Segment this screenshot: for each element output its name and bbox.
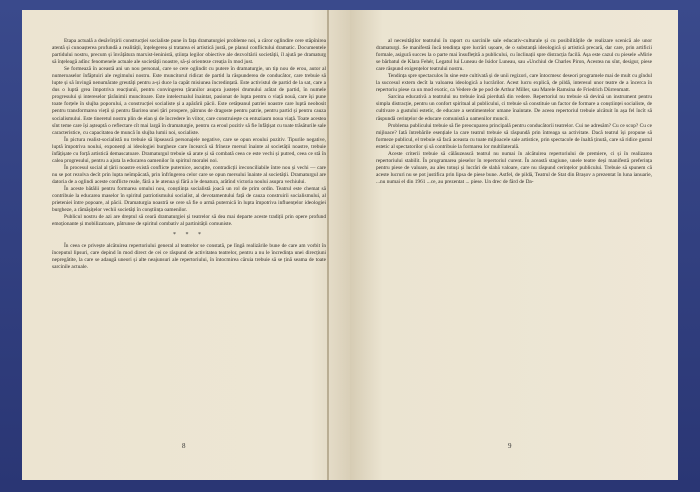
paragraph: Etapa actuală a desăvîrșirii construcției socialiste pune în fața dramaturgiei probleme noi, a căror oglindire cere stăpînirea atentă și cunoașterea profundă a realității, înțelegerea și tratarea ei artistică justă, pe planul conflictului dramatic. Documentele partidului nostru, precum și învățătura marxist-leninistă, știința legilor obiective ale dezvoltării societății, îl ajută pe dramaturg să înțeleagă adînc fenomenele actuale ale societății noastre, să-și orienteze creația în mod just.: [52, 38, 326, 66]
page-number: 9: [508, 442, 512, 450]
page-number: 8: [182, 442, 186, 450]
right-page: [350, 10, 678, 480]
paragraph: Aceste criterii trebuie să călăuzească teatrul nu numai în alcătuirea repertoriului de premiere, ci și în realizarea repertoriului stabilit. În programarea pieselor în repertoriul curent. În această stagiune, unele teatre deși manifestă preferința pentru piese de valoare, au ales totuși și lucrări de slabă valoare, care nu răspund cerințelor publicului. Trebuie să spunem că aceste lucruri nu se pot justifica prin lipsa de piese bune. Astfel, de pildă, Teatrul de Stat din Brașov a prezentat în luna ianuarie, ...nu numai el din 1961 ...ce, au prezentat ... piese. Un drec de fărd de Da-: [376, 150, 652, 185]
book-gutter: [327, 10, 329, 480]
left-page-text: [52, 38, 326, 272]
section-separator: * * *: [173, 232, 205, 239]
paragraph: Se formează în această ani un nou personal, care se cere oglindit cu putere în dramaturgie, un tip nou de erou, autor al numeroaselor înfăptuiri ale regimului nostru. Este muncitorul ridicat de partid la răspunderea de conducător, care trebuie să lupte și să învingă nenumărate greutăți pentru a-și duce la capăt misiunea încredințată. Este activistul de partid de la sat, care a dus o luptă grea împotriva reacțiunii, pentru convingerea țăranilor asupra justeței drumului arătat de partid, în numele progresului și intereselor țărănimii muncitoare. Este intelectualul înaintat, pasionat de lupta pentru o viață nouă, care își pune toate forțele în slujba poporului, a construcției socialiste și a apărării păcii. Este cetățeanul patriei noastre care luptă neobosit pentru transformarea vieții și pentru făurirea unei țări prospere, pătruns de dragoste pentru patrie, pentru partid și pentru cauza socialismului. Este tineretul nostru plin de elan și de încredere în viitor, care construiește cu entuziasm noua viață. Toate acestea sînt teme care își așteaptă o reflectare cît mai largă în dramaturgie, pentru ca eroul pozitiv să fie înfățișat cu toate trăsăturile sale caracteristice, cu capacitatea de muncă în slujba lumii noi, socialiste.: [52, 66, 326, 136]
paragraph: În aceste bătălii pentru formarea omului nou, conștiința socialistă joacă un rol de prim ordin. Teatrul este chemat să contribuie la educarea maselor în spiritul patriotismului socialist, al devotamentului față de cauza construirii socialismului, al prieteniei între popoare, al păcii. Dramaturgia noastră se cere să fie o armă puternică în lupta împotriva influențelor ideologiei burgheze, a rămășițelor vechii societăți în conștiința oamenilor.: [52, 185, 326, 214]
paragraph: În ceea ce privește alcătuirea repertoriului general al teatrelor se constată, pe lîngă realizările bune de care am vorbit în începutul lipsuri, care depind în mod direct de cei ce răspund de activitatea teatrelor, pentru a nu le încredința unei direcțiuni nepregătite, la care se adaugă uneori și alte neajunsuri ale repertoriului, în întocmirea căruia trebuie să se țină seama de toate sarcinile actuale.: [52, 243, 326, 271]
paragraph: al necesităților teatrului în raport cu sarcinile sale educativ-culturale și cu posibilitățile de realizare scenică ale unor dramaturgi. Se manifestă încă tendința spre lucrări ușoare, de o substanță ideologică și artistică precară, dar care, prin artificii formale, asigură succes la o parte mai însuflețită a publicului, cu înclinații spre distracția facilă. Așa este cazul cu piesele «Mirie se bărbatul de Klara Fehér, Legatul lui Luneau de Isidor Luneau, sau «Unchiul de Charles Piron, Acestea nu sînt, desigur, piese care răspund exigențelor teatrului nostru.: [376, 38, 652, 73]
book-spread: [22, 10, 678, 480]
paragraph: Sarcina educativă a teatrului nu trebuie însă pierdută din vedere. Repertoriul nu trebuie să devină un instrument pentru simpla distracție, pentru un confort spiritual al publicului, ci trebuie să constituie un factor de formare a conștiinței socialiste, de cultivare a gustului estetic, de educare a sentimentelor umane înaintate. De aceea repertoriul trebuie alcătuit în așa fel încît să răspundă cerințelor de educare comunistă a oamenilor muncii.: [376, 94, 652, 122]
left-page: [22, 10, 350, 480]
paragraph: În pictura realist-socialistă nu trebuie să lipsească personajele negative, care se opun eroului pozitiv. Tipurile negative, luptă împotriva noului, exponenți ai ideologiei burgheze care încearcă să frîneze mersul înainte al societății noastre, trebuie înfățișate cu forță artistică demascatoare. Dramaturgul trebuie să arate și să combată ceea ce este vechi și putred, ceea ce stă în calea progresului, pentru a ajuta la educarea oamenilor în spiritul moralei noi.: [52, 136, 326, 164]
paragraph: Tendința spre spectaculos în sine este cultivată și de unii regizori, care întocmesc deseori programele mai de mult cu gîndul la succesul extern decît la valoarea ideologică a lucrărilor. Acest lucru explică, de pildă, interesul unor teatre de a încerca în repertoriu piese ca un mod exotic, ca Vedere de pe pod de Arthur Miller, sau Marele Ramsina de Friedrich Dürrenmatt.: [376, 73, 652, 94]
right-page-text: [376, 38, 652, 186]
paragraph: Problema publicului trebuie să fie preocuparea principală pentru conducătorii teatrelor. Cui ne adresăm? Cu ce scop? Cu ce mijloace? Iată întrebările esențiale la care teatrul trebuie să răspundă prin întreaga sa activitate. Dacă teatrul își propune să formeze publicul, el trebuie să facă aceasta cu toate mijloacele sale artistice, prin spectacole de înaltă ținută, care să ridice gustul estetic al spectatorilor și să contribuie la formarea lor multilaterală.: [376, 122, 652, 150]
paragraph: În procesul social al țării noastre există conflicte puternice, ascuțite, contradicții ireconciliabile între nou și vechi — care nu se pot rezolva decît prin lupta neîmpăcată, prin înfrîngerea celor care se opun mersului înainte al societății. Dramaturgul are datoria de a oglindi aceste conflicte reale, fără a le atenua și fără a le denatura, arătînd victoria noului asupra vechiului.: [52, 164, 326, 185]
paragraph: Publicul nostru de azi are dreptul să ceară dramaturgiei și teatrelor să dea mai departe aceste tradiții prin opere profund emoționante și mobilizatoare, pătrunse de spiritul combativ al partinității comuniste.: [52, 214, 326, 228]
